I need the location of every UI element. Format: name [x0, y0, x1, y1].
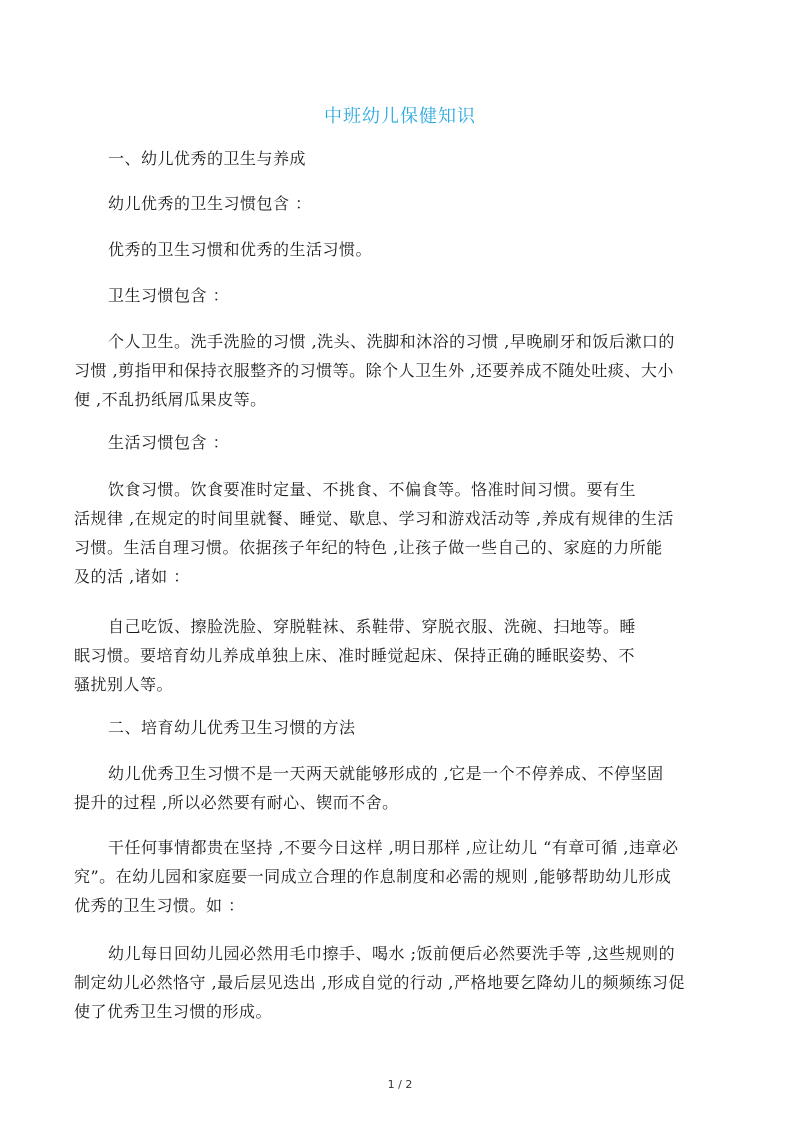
text-line: 骚扰别人等。 [74, 675, 174, 694]
text-line: 习惯。生活自理习惯。依据孩子年纪的特色 ,让孩子做一些自己的、家庭的力所能 [74, 538, 663, 557]
paragraph-hygiene-body [74, 327, 734, 414]
paragraph-habits-intro: 幼儿优秀的卫生习惯包含 ： [108, 194, 312, 213]
paragraph-life-intro: 生活习惯包含 ： [108, 433, 230, 452]
section-heading-1: 一、幼儿优秀的卫生与养成 [108, 149, 307, 168]
text-line: 自己吃饭、擦脸洗脸、穿脱鞋袜、系鞋带、穿脱衣服、洗碗、扫地等。睡 [108, 617, 637, 636]
text-line: 提升的过程 ,所以必然要有耐心、锲而不舍。 [74, 793, 399, 812]
text-line: 及的活 ,诸如 ： [74, 567, 190, 586]
text-line: 使了优秀卫生习惯的形成。 [74, 1002, 273, 1021]
paragraph-method-2 [74, 833, 734, 920]
text-line: 习惯 ,剪指甲和保持衣服整齐的习惯等。除个人卫生外 ,还要养成不随处吐痰、大小 [74, 361, 674, 380]
paragraph-method-3 [74, 939, 734, 1026]
text-line: 活规律 ,在规定的时间里就餐、睡觉、歇息、学习和游戏活动等 ,养成有规律的生活 [74, 509, 674, 528]
text-line: 干任何事情都贵在坚持 ,不要今日这样 ,明日那样 ,应让幼儿 “有章可循 ,违章必 [108, 838, 679, 857]
page-title: 中班幼儿保健知识 [324, 106, 476, 127]
text-line: 幼儿每日回幼儿园必然用毛巾擦手、喝水 ;饭前便后必然要洗手等 ,这些规则的 [108, 944, 676, 963]
text-line: 眠习惯。要培育幼儿养成单独上床、准时睡觉起床、保持正确的睡眠姿势、不 [74, 646, 636, 665]
paragraph-selfcare-body [74, 612, 734, 699]
paragraph-habits-list: 优秀的卫生习惯和优秀的生活习惯。 [108, 240, 373, 259]
text-line: 个人卫生。洗手洗脸的习惯 ,洗头、洗脚和沐浴的习惯 ,早晚刷牙和饭后漱口的 [108, 332, 675, 351]
page-indicator: 1 / 2 [387, 1078, 413, 1091]
text-line: 幼儿优秀卫生习惯不是一天两天就能够形成的 ,它是一个不停养成、不停坚固 [108, 764, 664, 783]
text-line: 饮食习惯。饮食要准时定量、不挑食、不偏食等。恪准时间习惯。要有生 [108, 480, 637, 499]
section-heading-2: 二、培育幼儿优秀卫生习惯的方法 [108, 718, 356, 737]
text-line: 便 ,不乱扔纸屑瓜果皮等。 [74, 390, 267, 409]
text-line: 究”。在幼儿园和家庭要一同成立合理的作息制度和必需的规则 ,能够帮助幼儿形成 [74, 867, 672, 886]
paragraph-hygiene-intro: 卫生习惯包含 ： [108, 286, 230, 305]
text-line: 制定幼儿必然恪守 ,最后层见迭出 ,形成自觉的行动 ,严格地要乞降幼儿的频频练习促 [74, 973, 686, 992]
paragraph-life-body [74, 475, 734, 591]
text-line: 优秀的卫生习惯。如 ： [74, 896, 245, 915]
paragraph-method-1 [74, 759, 734, 817]
